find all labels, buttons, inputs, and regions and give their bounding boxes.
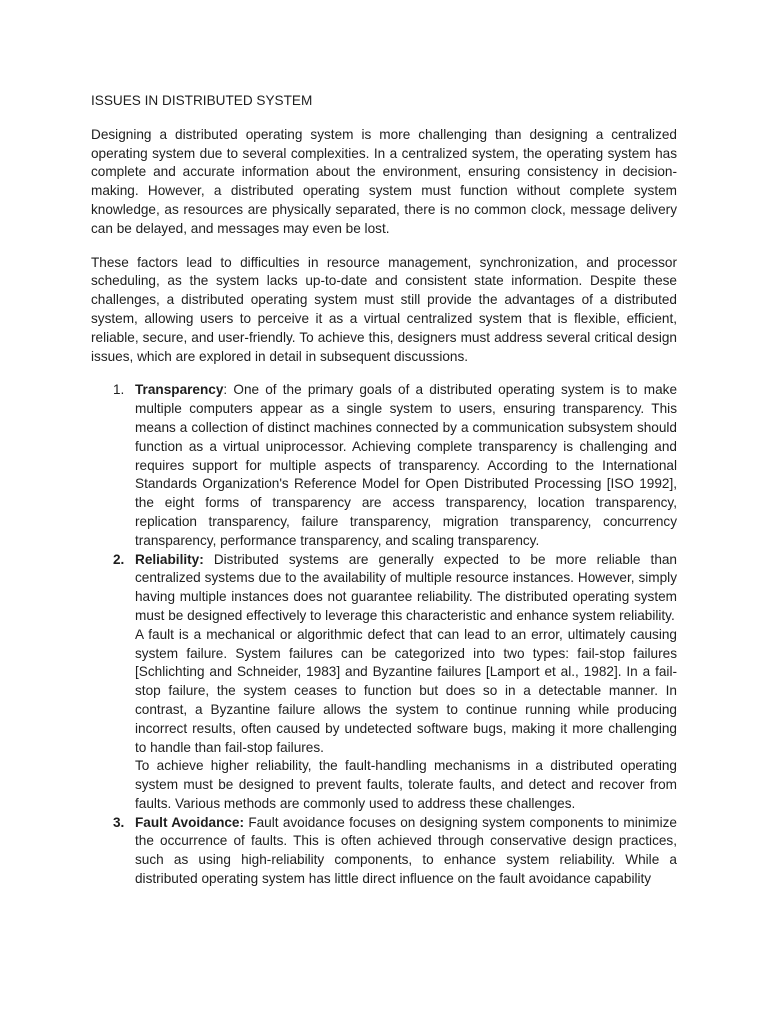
list-item-text: One of the primary goals of a distributed operating system is to make multiple computers appear as a single system to users, ensuring transparency. This means a collection of distinct machines connected by a communication subsystem should function as a virtual uniprocessor. Achieving complete transparency is challenging and requires support for multiple aspects of transparency. According to the International Standards Organization's Reference Model for Open Distributed Processing [ISO 1992], the eight forms of transparency are access transparency, location transparency, replication transparency, failure transparency, migration transparency, concurrency transparency, performance transparency, and scaling transparency. <box>135 382 678 548</box>
list-item-transparency <box>91 381 677 550</box>
list-item-paragraph <box>135 551 677 626</box>
list-item-text: Distributed systems are generally expected to be more reliable than centralized systems due to the availability of multiple resource instances. However, simply having multiple instances does not guarantee reliability. The distributed operating system must be designed effectively to leverage this characteristic and enhance system reliability. <box>135 551 677 623</box>
intro-paragraph-2: These factors lead to difficulties in resource management, synchronization, and processor scheduling, as the system lacks up-to-date and consistent state information. Despite these challenges, a distributed operating system must still provide the advantages of a distributed system, allowing users to perceive it as a virtual centralized system that is flexible, efficient, reliable, secure, and user-friendly. To achieve this, designers must address several critical design issues, which are explored in detail in subsequent discussions. <box>91 254 677 364</box>
list-item-reliability <box>91 551 677 814</box>
list-item-paragraph <box>135 381 677 550</box>
list-item-term: Transparency <box>135 382 224 398</box>
design-issues-list <box>91 381 677 889</box>
list-item-text: Fault avoidance focuses on designing system components to minimize the occurrence of faults. This is often achieved through conservative design practices, such as using high-reliability components, to enhance system reliability. While a distributed operating system has little direct influence on the fault avoidance capability <box>135 814 677 887</box>
list-item-paragraph: A fault is a mechanical or algorithmic defect that can lead to an error, ultimately causing system failure. System failures can be categorized into two types: fail-stop failures [Schlichting and Schneider, 1983] and Byzantine failures [Lamport et al., 1982]. In a fail-stop failure, the system ceases to function but does so in a detectable manner. In contrast, a Byzantine failure allows the system to continue running while producing incorrect results, often caused by undetected software bugs, making it more challenging to handle than fail-stop failures. <box>135 626 677 755</box>
list-item-paragraph: To achieve higher reliability, the fault-handling mechanisms in a distributed operating system must be designed to prevent faults, tolerate faults, and detect and recover from faults. Various methods are commonly used to address these challenges. <box>135 758 677 811</box>
document-title: ISSUES IN DISTRIBUTED SYSTEM <box>91 93 313 108</box>
list-item-fault-avoidance <box>91 814 677 889</box>
list-item-separator: : <box>223 382 228 398</box>
list-item-term: Reliability: <box>135 551 204 567</box>
list-item-number: 1. <box>113 382 125 398</box>
list-item-number: 2. <box>113 551 125 567</box>
list-item-number: 3. <box>113 814 125 830</box>
intro-paragraph-1: Designing a distributed operating system is more challenging than designing a centralized operating system due to several complexities. In a centralized system, the operating system has complete and accurate information about the environment, ensuring consistency in decision-making. However, a distributed operating system must function without complete system knowledge, as resources are physically separated, there is no common clock, message delivery can be delayed, and messages may even be lost. <box>91 126 677 236</box>
document-page <box>91 92 677 889</box>
list-item-paragraph <box>135 814 677 889</box>
list-item-term: Fault Avoidance: <box>135 814 245 830</box>
